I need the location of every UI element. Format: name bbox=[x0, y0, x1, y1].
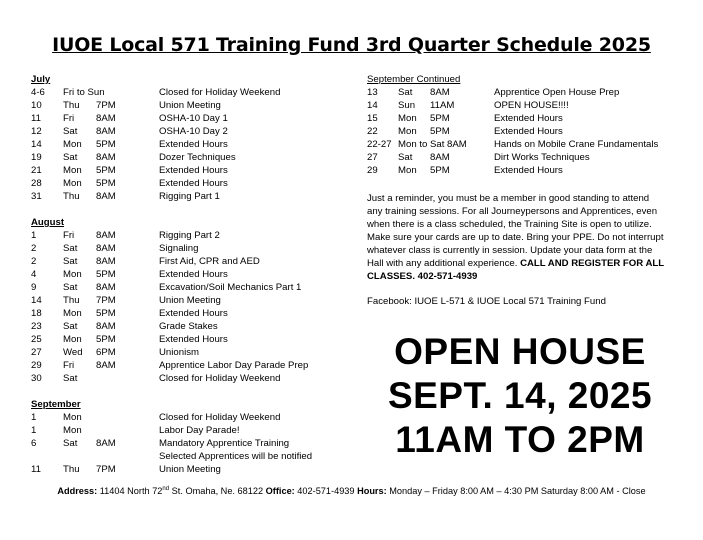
row-event: Selected Apprentices will be notified bbox=[159, 451, 313, 462]
row-date: 14 bbox=[31, 139, 42, 150]
row-time: 5PM bbox=[96, 269, 116, 280]
row-date: 29 bbox=[367, 165, 378, 176]
row-event: Union Meeting bbox=[159, 295, 221, 306]
schedule-row bbox=[31, 411, 361, 424]
schedule-row bbox=[367, 164, 687, 177]
row-event: Unionism bbox=[159, 347, 199, 358]
row-event: Rigging Part 2 bbox=[159, 230, 220, 241]
row-event: Extended Hours bbox=[159, 308, 228, 319]
row-time: 8AM bbox=[96, 152, 116, 163]
hours-label: Hours: bbox=[357, 486, 387, 497]
row-date: 27 bbox=[367, 152, 378, 163]
row-event: Union Meeting bbox=[159, 100, 221, 111]
row-day: Wed bbox=[63, 347, 83, 358]
row-date: 22-27 bbox=[367, 139, 392, 150]
row-day: Mon bbox=[63, 412, 82, 423]
schedule-row bbox=[31, 307, 361, 320]
row-date: 1 bbox=[31, 425, 37, 436]
office-value: 402-571-4939 bbox=[294, 486, 358, 497]
row-date: 13 bbox=[367, 87, 378, 98]
row-event: OSHA-10 Day 2 bbox=[159, 126, 228, 137]
row-date: 1 bbox=[31, 230, 37, 241]
schedule-row bbox=[31, 112, 361, 125]
hours-value: Monday – Friday 8:00 AM – 4:30 PM Saturday 8:00 AM - Close bbox=[386, 486, 646, 497]
row-day: Fri bbox=[63, 360, 75, 371]
row-date: 11 bbox=[31, 113, 41, 124]
open-house-line-3: 11AM TO 2PM bbox=[395, 419, 645, 460]
schedule-row bbox=[31, 125, 361, 138]
schedule-row bbox=[31, 346, 361, 359]
row-event: Labor Day Parade! bbox=[159, 425, 240, 436]
schedule-row bbox=[367, 86, 687, 99]
row-date: 1 bbox=[31, 412, 37, 423]
row-time: 8AM bbox=[96, 438, 116, 449]
row-day: Sat bbox=[63, 438, 78, 449]
row-event: Signaling bbox=[159, 243, 199, 254]
row-time: 8AM bbox=[96, 360, 116, 371]
september-list bbox=[31, 411, 361, 476]
right-schedule-column bbox=[367, 73, 687, 177]
row-event: OSHA-10 Day 1 bbox=[159, 113, 228, 124]
row-event: Extended Hours bbox=[159, 269, 228, 280]
row-day: Sat bbox=[63, 243, 78, 254]
row-day: Mon bbox=[63, 165, 82, 176]
row-day: Mon bbox=[63, 308, 82, 319]
row-date: 4 bbox=[31, 269, 37, 280]
row-event: OPEN HOUSE!!!! bbox=[494, 100, 569, 111]
section-heading-august: August bbox=[31, 217, 65, 228]
schedule-row bbox=[31, 359, 361, 372]
address-superscript: nd bbox=[162, 486, 170, 492]
september-continued-list bbox=[367, 86, 687, 177]
row-event: Dozer Techniques bbox=[159, 152, 236, 163]
row-date: 12 bbox=[31, 126, 42, 137]
row-date: 14 bbox=[31, 295, 42, 306]
row-event: Extended Hours bbox=[494, 126, 563, 137]
row-event: Grade Stakes bbox=[159, 321, 218, 332]
facebook-line: Facebook: IUOE L-571 & IUOE Local 571 Training Fund bbox=[367, 296, 606, 307]
row-event: Dirt Works Techniques bbox=[494, 152, 590, 163]
schedule-row bbox=[31, 450, 361, 463]
row-time: 8AM bbox=[430, 87, 450, 98]
row-day: Mon bbox=[398, 126, 417, 137]
row-event: Extended Hours bbox=[159, 139, 228, 150]
schedule-row bbox=[31, 294, 361, 307]
schedule-row bbox=[31, 229, 361, 242]
schedule-row bbox=[31, 242, 361, 255]
row-day: Thu bbox=[63, 464, 80, 475]
schedule-row bbox=[31, 99, 361, 112]
office-label: Office: bbox=[265, 486, 295, 497]
row-date: 10 bbox=[31, 100, 42, 111]
row-event: Closed for Holiday Weekend bbox=[159, 373, 281, 384]
open-house-line-2: SEPT. 14, 2025 bbox=[387, 375, 653, 416]
open-house-line-1: OPEN HOUSE bbox=[394, 331, 646, 372]
row-time: 5PM bbox=[430, 113, 450, 124]
row-day: Mon bbox=[398, 113, 417, 124]
row-day: Sat bbox=[63, 282, 78, 293]
call-to-action: CALL AND REGISTER FOR ALL CLASSES. 402-571-4939 bbox=[367, 258, 664, 282]
row-event: Union Meeting bbox=[159, 464, 221, 475]
row-day: Mon bbox=[63, 178, 82, 189]
row-date: 18 bbox=[31, 308, 42, 319]
row-event: Apprentice Labor Day Parade Prep bbox=[159, 360, 309, 371]
row-day: Sat bbox=[63, 321, 78, 332]
row-event: Extended Hours bbox=[159, 334, 228, 345]
open-house-banner bbox=[352, 330, 688, 462]
row-day: Mon bbox=[63, 425, 82, 436]
section-heading-september-continued: September Continued bbox=[367, 74, 461, 85]
schedule-row bbox=[31, 372, 361, 385]
schedule-row bbox=[31, 463, 361, 476]
row-date: 2 bbox=[31, 243, 37, 254]
address-value-b: St. Omaha, Ne. 68122 bbox=[169, 486, 266, 497]
row-time: 5PM bbox=[430, 165, 450, 176]
row-time: 6PM bbox=[96, 347, 116, 358]
schedule-row bbox=[31, 138, 361, 151]
row-event: Excavation/Soil Mechanics Part 1 bbox=[159, 282, 302, 293]
row-time: 5PM bbox=[96, 178, 116, 189]
reminder-note bbox=[367, 192, 667, 283]
row-date: 23 bbox=[31, 321, 42, 332]
row-date: 31 bbox=[31, 191, 42, 202]
row-time: 7PM bbox=[96, 464, 116, 475]
row-time: 11AM bbox=[430, 100, 455, 111]
row-time: 5PM bbox=[96, 334, 116, 345]
row-date: 6 bbox=[31, 438, 37, 449]
row-event: Apprentice Open House Prep bbox=[494, 87, 620, 98]
footer-contact bbox=[0, 486, 703, 496]
row-day: Fri bbox=[63, 230, 75, 241]
row-time: 5PM bbox=[430, 126, 450, 137]
schedule-row bbox=[367, 112, 687, 125]
row-time: 5PM bbox=[96, 139, 116, 150]
row-date: 11 bbox=[31, 464, 41, 475]
row-time: 5PM bbox=[96, 308, 116, 319]
schedule-row bbox=[31, 86, 361, 99]
row-day: Fri bbox=[63, 113, 75, 124]
section-heading-september: September bbox=[31, 399, 81, 410]
row-date: 19 bbox=[31, 152, 42, 163]
schedule-row bbox=[31, 333, 361, 346]
schedule-row bbox=[31, 281, 361, 294]
address-value-a: 11404 North 72 bbox=[97, 486, 163, 497]
row-time: 8AM bbox=[96, 243, 116, 254]
row-day: Sun bbox=[398, 100, 416, 111]
section-heading-july: July bbox=[31, 74, 51, 85]
schedule-row bbox=[31, 151, 361, 164]
row-event: Closed for Holiday Weekend bbox=[159, 412, 281, 423]
row-time: 7PM bbox=[96, 295, 116, 306]
row-day: Mon bbox=[63, 269, 82, 280]
schedule-row bbox=[31, 268, 361, 281]
schedule-row bbox=[31, 177, 361, 190]
schedule-row bbox=[367, 125, 687, 138]
row-event: Mandatory Apprentice Training bbox=[159, 438, 290, 449]
row-date: 30 bbox=[31, 373, 42, 384]
row-time: 8AM bbox=[96, 230, 116, 241]
july-list bbox=[31, 86, 361, 203]
row-date: 28 bbox=[31, 178, 42, 189]
row-time: 8AM bbox=[96, 256, 116, 267]
row-time: 8AM bbox=[96, 321, 116, 332]
row-event: First Aid, CPR and AED bbox=[159, 256, 260, 267]
row-date: 25 bbox=[31, 334, 42, 345]
row-day: Sat bbox=[63, 256, 78, 267]
row-date: 21 bbox=[31, 165, 42, 176]
reminder-text: Just a reminder, you must be a member in good standing to attend any training sessions. For all Journeypersons and Apprentices, even when there is a class scheduled, the Training Site is open to utilize. Make sure your cards are up to date. Bring your PPE. Do not interrupt whatever class is currently in session. Update your data form at the Hall with any additional experience. bbox=[367, 193, 664, 269]
august-list bbox=[31, 229, 361, 385]
row-event: Closed for Holiday Weekend bbox=[159, 87, 281, 98]
row-day: Mon bbox=[398, 165, 417, 176]
row-event: Extended Hours bbox=[494, 113, 563, 124]
row-time: 5PM bbox=[96, 165, 116, 176]
row-day: Sat bbox=[398, 87, 413, 98]
row-time: 8AM bbox=[96, 126, 116, 137]
row-day: Mon bbox=[63, 334, 82, 345]
row-time: 8AM bbox=[96, 113, 116, 124]
schedule-row bbox=[31, 255, 361, 268]
page-title: IUOE Local 571 Training Fund 3rd Quarter Schedule 2025 bbox=[52, 34, 651, 56]
schedule-row bbox=[367, 99, 687, 112]
row-date: 22 bbox=[367, 126, 378, 137]
row-day: Sat bbox=[63, 373, 78, 384]
row-day: Fri to Sun bbox=[63, 87, 105, 98]
row-event: Hands on Mobile Crane Fundamentals bbox=[494, 139, 659, 150]
row-event: Rigging Part 1 bbox=[159, 191, 220, 202]
row-day: Thu bbox=[63, 191, 80, 202]
row-day: Sat bbox=[398, 152, 413, 163]
left-schedule-column bbox=[31, 73, 361, 476]
row-event: Extended Hours bbox=[159, 178, 228, 189]
row-time: 8AM bbox=[96, 282, 116, 293]
row-date: 14 bbox=[367, 100, 378, 111]
row-event: Extended Hours bbox=[494, 165, 563, 176]
row-day: Mon bbox=[63, 139, 82, 150]
row-event: Extended Hours bbox=[159, 165, 228, 176]
row-date: 15 bbox=[367, 113, 378, 124]
schedule-row bbox=[31, 320, 361, 333]
row-day: Thu bbox=[63, 100, 80, 111]
schedule-row bbox=[367, 138, 687, 151]
row-time: 8AM bbox=[96, 191, 116, 202]
address-label: Address: bbox=[57, 486, 98, 497]
schedule-row bbox=[31, 424, 361, 437]
row-date: 27 bbox=[31, 347, 42, 358]
row-date: 29 bbox=[31, 360, 42, 371]
schedule-row bbox=[31, 164, 361, 177]
row-day: Mon to Sat 8AM bbox=[398, 139, 467, 150]
row-date: 9 bbox=[31, 282, 37, 293]
row-date: 4-6 bbox=[31, 87, 45, 98]
row-day: Sat bbox=[63, 126, 78, 137]
row-time: 8AM bbox=[430, 152, 450, 163]
row-date: 2 bbox=[31, 256, 37, 267]
schedule-row bbox=[367, 151, 687, 164]
row-day: Thu bbox=[63, 295, 80, 306]
schedule-row bbox=[31, 190, 361, 203]
row-day: Sat bbox=[63, 152, 78, 163]
schedule-row bbox=[31, 437, 361, 450]
row-time: 7PM bbox=[96, 100, 116, 111]
